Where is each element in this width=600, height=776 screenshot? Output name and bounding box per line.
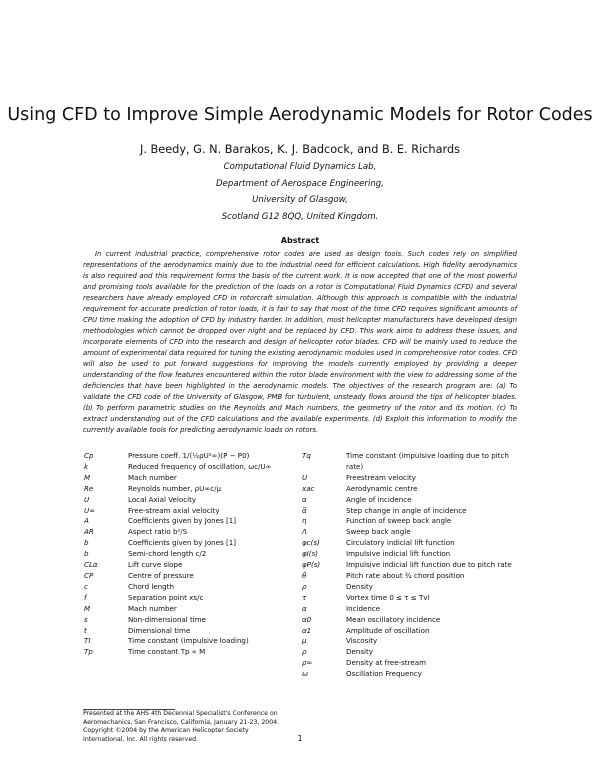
nomenclature-description: Time constant (impulsive loading due to pitch rate): [346, 451, 509, 471]
nomenclature-row: [84, 647, 284, 658]
nomenclature-row: [84, 636, 284, 647]
nomenclature-row: [302, 451, 522, 473]
nomenclature-description: Impulsive indicial lift function due to pitch rate: [346, 560, 512, 570]
nomenclature-right: [302, 451, 522, 680]
nomenclature-description: Time constant Tp ∝ M: [128, 647, 206, 657]
nomenclature-symbol: η: [302, 516, 307, 526]
nomenclature-row: [84, 451, 284, 462]
paper-authors: J. Beedy, G. N. Barakos, K. J. Badcock, and B. E. Richards: [139, 143, 460, 156]
nomenclature-description: Aerodynamic centre: [346, 483, 418, 493]
nomenclature-row: [302, 506, 522, 517]
nomenclature-description: Local Axial Velocity: [128, 494, 197, 504]
nomenclature-description: Impulsive indicial lift function: [346, 549, 451, 559]
nomenclature-row: [302, 549, 522, 560]
nomenclature-symbol: φI(s): [302, 549, 319, 559]
nomenclature-symbol: CLα: [84, 560, 98, 570]
nomenclature-row: [84, 538, 284, 549]
nomenclature-symbol: ω: [302, 669, 308, 679]
nomenclature-symbol: Tp: [84, 647, 93, 657]
nomenclature-symbol: b: [84, 538, 89, 548]
nomenclature-description: Angle of incidence: [346, 494, 412, 504]
nomenclature-description: Dimensional time: [128, 625, 191, 635]
nomenclature-row: [84, 462, 284, 473]
nomenclature-symbol: M: [84, 472, 91, 482]
nomenclature-row: [302, 658, 522, 669]
nomenclature-description: Coefficients given by Jones [1]: [128, 538, 237, 548]
nomenclature-symbol: f: [84, 592, 87, 602]
nomenclature-description: Aspect ratio b²/S: [128, 527, 188, 537]
nomenclature-description: Density: [346, 647, 373, 657]
nomenclature-row: [302, 615, 522, 626]
nomenclature-row: [302, 582, 522, 593]
nomenclature-symbol: t: [84, 625, 87, 635]
nomenclature-symbol: ρ: [302, 647, 307, 657]
nomenclature-symbol: Tq: [302, 451, 311, 460]
page-number: 1: [297, 734, 303, 743]
nomenclature-row: [302, 527, 522, 538]
nomenclature-description: Density: [346, 581, 373, 591]
nomenclature-row: [84, 571, 284, 582]
nomenclature-description: Step change in angle of incidence: [346, 505, 467, 515]
nomenclature-row: [302, 538, 522, 549]
nomenclature-description: Mach number: [128, 472, 177, 482]
nomenclature-description: Separation point xs/c: [128, 592, 204, 602]
nomenclature-symbol: φc(s): [302, 538, 320, 548]
nomenclature-description: Function of sweep back angle: [346, 516, 452, 526]
nomenclature-row: [302, 636, 522, 647]
affiliation-line: University of Glasgow,: [252, 195, 348, 205]
nomenclature-symbol: α1: [302, 625, 312, 635]
nomenclature-row: [302, 495, 522, 506]
nomenclature-symbol: xac: [302, 483, 315, 493]
nomenclature-description: Reduced frequency of oscillation, ωc/U∞: [128, 461, 272, 471]
nomenclature-description: Non-dimensional time: [128, 614, 207, 624]
nomenclature-description: Oscillation Frequency: [346, 669, 422, 679]
nomenclature-row: [302, 669, 522, 680]
nomenclature-row: [302, 571, 522, 582]
affiliation-line: Scotland G12 8QQ, United Kingdom.: [221, 211, 379, 222]
nomenclature-symbol: α: [302, 603, 307, 613]
nomenclature-description: Vortex time 0 ≤ τ ≤ Tvl: [346, 592, 430, 602]
nomenclature-row: [84, 582, 284, 593]
nomenclature-row: [84, 495, 284, 506]
nomenclature-symbol: Cp: [84, 451, 94, 460]
nomenclature-symbol: c: [84, 581, 88, 591]
nomenclature-row: [84, 560, 284, 571]
nomenclature-row: [84, 593, 284, 604]
nomenclature-symbol: φP(s): [302, 560, 321, 570]
nomenclature-description: Free-stream axial velocity: [128, 505, 220, 515]
nomenclature-symbol: U: [84, 494, 90, 504]
abstract-heading: Abstract: [280, 236, 320, 245]
nomenclature-row: [302, 604, 522, 615]
nomenclature-description: Circulatory indicial lift function: [346, 538, 455, 548]
nomenclature-description: Time constant (impulsive loading): [128, 636, 249, 646]
nomenclature-description: Lift curve slope: [128, 560, 183, 570]
nomenclature-description: Mach number: [128, 603, 177, 613]
nomenclature-description: Pitch rate about ¾ chord position: [346, 570, 465, 580]
nomenclature-description: Sweep back angle: [346, 527, 411, 537]
nomenclature-row: [84, 527, 284, 538]
nomenclature-symbol: M: [84, 603, 91, 613]
nomenclature-symbol: b: [84, 549, 89, 559]
nomenclature-row: [84, 615, 284, 626]
paper-title: Using CFD to Improve Simple Aerodynamic Models for Rotor Codes: [7, 105, 593, 125]
conference-footnote: Presented at the AHS 4th Decennial Specialist's Conference on Aeromechanics, San Francisco, California, January 21-23, 2004. Copyright ©2004 by the American Helicopter Society International, Inc. All rights reserved.: [83, 710, 280, 744]
nomenclature-symbol: Λ: [302, 527, 307, 537]
nomenclature-row: [84, 484, 284, 495]
nomenclature-row: [84, 604, 284, 615]
nomenclature-description: Incidence: [346, 603, 381, 613]
nomenclature-symbol: θ̇: [302, 570, 307, 580]
nomenclature-symbol: α: [302, 494, 307, 504]
nomenclature-description: Mean oscillatory incidence: [346, 614, 441, 624]
nomenclature-description: Pressure coeff. 1/(½ρU²∞)(P − P0): [128, 451, 250, 460]
nomenclature-row: [302, 647, 522, 658]
nomenclature-row: [302, 516, 522, 527]
nomenclature-left: [84, 451, 284, 658]
nomenclature-row: [302, 593, 522, 604]
nomenclature-symbol: U: [302, 472, 308, 482]
nomenclature-description: Viscosity: [346, 636, 378, 646]
affiliation-line: Computational Fluid Dynamics Lab,: [223, 162, 377, 172]
nomenclature-symbol: A: [84, 516, 89, 526]
nomenclature-description: Coefficients given by Jones [1]: [128, 516, 237, 526]
nomenclature-row: [302, 560, 522, 571]
nomenclature-row: [302, 484, 522, 495]
nomenclature-symbol: Re: [84, 483, 94, 493]
nomenclature-description: Semi-chord length c/2: [128, 549, 207, 559]
affiliation: [0, 159, 600, 225]
affiliation-line: Department of Aerospace Engineering,: [216, 178, 384, 189]
abstract-text: In current industrial practice, comprehensive rotor codes are used as design tools. Such codes rely on simplified representations of the aerodynamics mainly due to the industrial need for efficient calculations. High fidelity aerodynamics is also required and this requirement forms the basis of the current work. It is now accepted that one of the most powerful and promising tools available for the prediction of the loads on a rotor is Computational Fluid Dynamics (CFD) and several researchers have already employed CFD in rotorcraft simulation. Although this approach is compatible with the industrial requirement for accurate prediction of rotor loads, it is fair to say that most of the time CFD requires significant amounts of CPU time making the adoption of CFD by industry harder. In addition, most helicopter manufacturers have developed design methodologies which cannot be dropped over night and be replaced by CFD. This work aims to address these issues, and incorporate elements of CFD into the research and design of helicopter rotor blades. CFD will be mainly used to reduce the amount of experimental data required for tuning the existing aerodynamic modules used in comprehensive rotor codes. CFD will also be used to put forward suggestions for improving the models currently employed by providing a deeper understanding of the flow features encountered within the rotor blade environment with the view to addressing some of the deficiencies that have been highlighted in the aerodynamic models. The objectives of the research program are: (a) To validate the CFD code of the University of Glasgow, PMB for turbulent, unsteady flows around the tips of helicopter blades. (b) To perform parametric studies on the Reynolds and Mach numbers, the geometry of the rotor and its motion. (c) To extract understanding out of the CFD calculations and the available experiments. (d) Exploit this information to modify the currently available tools for predicting aerodynamic loads on rotors.: [83, 250, 517, 434]
nomenclature-symbol: AR: [84, 527, 94, 537]
nomenclature-row: [84, 506, 284, 517]
nomenclature-symbol: μ: [302, 636, 307, 646]
nomenclature-row: [84, 516, 284, 527]
nomenclature-description: Freestream velocity: [346, 472, 416, 482]
nomenclature-row: [302, 473, 522, 484]
nomenclature-symbol: ρ: [302, 581, 307, 591]
nomenclature-description: Chord length: [128, 581, 174, 591]
nomenclature-symbol: τ: [302, 592, 307, 602]
nomenclature-symbol: α0: [302, 614, 312, 624]
nomenclature-row: [84, 473, 284, 484]
nomenclature-symbol: s: [84, 614, 88, 624]
nomenclature-row: [302, 626, 522, 637]
nomenclature-row: [84, 626, 284, 637]
nomenclature-description: Density at free-stream: [346, 658, 427, 668]
nomenclature-symbol: α̅: [302, 505, 307, 515]
nomenclature-symbol: k: [84, 461, 89, 471]
nomenclature-row: [84, 549, 284, 560]
nomenclature-symbol: CP: [84, 570, 94, 580]
nomenclature-symbol: ρ∞: [302, 658, 313, 668]
nomenclature-description: Reynolds number, ρU∞c/μ: [128, 483, 222, 493]
nomenclature-description: Amplitude of oscillation: [346, 625, 430, 635]
nomenclature-description: Centre of pressure: [128, 570, 194, 580]
nomenclature-symbol: U∞: [84, 505, 96, 515]
nomenclature-symbol: TI: [84, 636, 91, 646]
